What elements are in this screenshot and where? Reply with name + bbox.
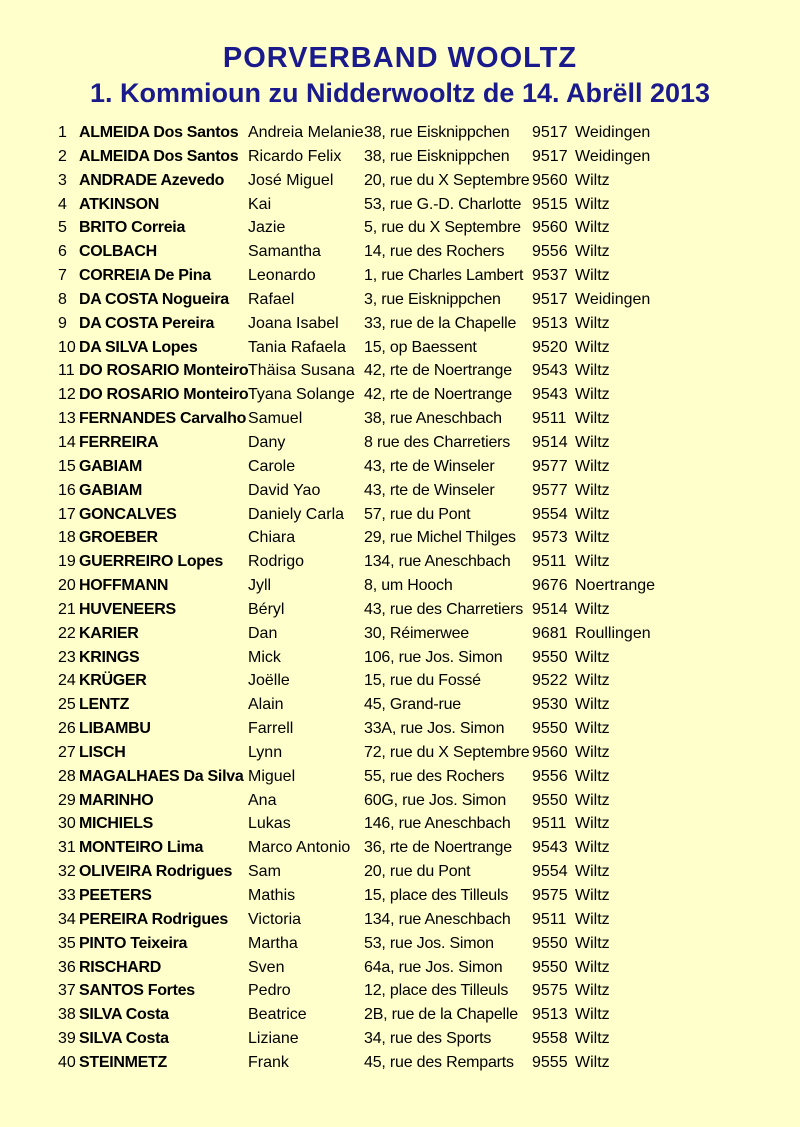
last-name: LISCH <box>79 743 126 761</box>
address: 134, rue Aneschbach <box>364 910 511 928</box>
list-item <box>0 765 800 789</box>
city: Wiltz <box>575 410 610 428</box>
list-item <box>0 812 800 836</box>
last-name: DA COSTA Nogueira <box>79 290 229 308</box>
city: Wiltz <box>575 934 610 952</box>
last-name: MARINHO <box>79 791 154 809</box>
city: Wiltz <box>575 219 610 237</box>
address: 14, rue des Rochers <box>364 243 505 261</box>
last-name: KARIER <box>79 624 139 642</box>
city: Wiltz <box>575 243 610 261</box>
first-name: Tyana Solange <box>248 386 355 404</box>
city: Wiltz <box>575 362 610 380</box>
first-name: José Miguel <box>248 171 334 189</box>
postal-code: 9556 <box>532 243 568 261</box>
address: 38, rue Eisknippchen <box>364 147 510 165</box>
last-name: ATKINSON <box>79 195 159 213</box>
row-number: 10 <box>58 338 76 356</box>
list-item <box>0 789 800 813</box>
list-item <box>0 717 800 741</box>
row-number: 34 <box>58 910 76 928</box>
address: 38, rue Eisknippchen <box>364 124 510 141</box>
address: 42, rte de Noertrange <box>364 362 512 380</box>
first-name: Farrell <box>248 720 294 738</box>
first-name: Ana <box>248 791 277 809</box>
row-number: 13 <box>58 410 76 428</box>
postal-code: 9550 <box>532 648 568 666</box>
list-item <box>0 932 800 956</box>
address: 64a, rue Jos. Simon <box>364 958 503 976</box>
first-name: Andreia Melanie <box>248 124 364 141</box>
first-name: Jazie <box>248 219 286 237</box>
first-name: Sven <box>248 958 285 976</box>
last-name: FERREIRA <box>79 433 159 451</box>
row-number: 17 <box>58 505 76 523</box>
row-number: 40 <box>58 1053 76 1071</box>
address: 15, place des Tilleuls <box>364 887 509 904</box>
last-name: MONTEIRO Lima <box>79 839 204 857</box>
city: Wiltz <box>575 386 610 404</box>
postal-code: 9573 <box>532 529 568 547</box>
row-number: 8 <box>58 290 67 308</box>
postal-code: 9560 <box>532 219 568 237</box>
city: Wiltz <box>575 553 610 571</box>
city: Wiltz <box>575 648 610 666</box>
last-name: ALMEIDA Dos Santos <box>79 147 239 165</box>
postal-code: 9514 <box>532 600 568 618</box>
city: Wiltz <box>575 481 610 499</box>
first-name: Miguel <box>248 767 296 785</box>
city: Wiltz <box>575 696 610 714</box>
address: 30, Réimerwee <box>364 624 470 642</box>
first-name: Leonardo <box>248 267 316 285</box>
postal-code: 9513 <box>532 314 568 332</box>
first-name: David Yao <box>248 481 321 499</box>
row-number: 37 <box>58 982 76 1000</box>
first-name: Liziane <box>248 1030 299 1048</box>
row-number: 39 <box>58 1030 76 1048</box>
city: Wiltz <box>575 529 610 547</box>
city: Roullingen <box>575 624 651 642</box>
postal-code: 9530 <box>532 696 568 714</box>
list-item <box>0 145 800 169</box>
city: Wiltz <box>575 338 610 356</box>
row-number: 24 <box>58 672 76 690</box>
row-number: 26 <box>58 720 76 738</box>
row-number: 11 <box>58 362 75 380</box>
postal-code: 9537 <box>532 267 568 285</box>
city: Wiltz <box>575 1030 610 1048</box>
city: Weidingen <box>575 147 651 165</box>
list-item <box>0 193 800 217</box>
row-number: 23 <box>58 648 76 666</box>
row-number: 25 <box>58 696 76 714</box>
row-number: 32 <box>58 863 76 881</box>
address: 33A, rue Jos. Simon <box>364 720 505 738</box>
first-name: Pedro <box>248 982 291 1000</box>
first-name: Dany <box>248 433 286 451</box>
last-name: DA SILVA Lopes <box>79 338 198 356</box>
first-name: Lynn <box>248 743 283 761</box>
first-name: Joana Isabel <box>248 314 339 332</box>
row-number: 14 <box>58 433 76 451</box>
row-number: 16 <box>58 481 76 499</box>
first-name: Daniely Carla <box>248 505 345 523</box>
postal-code: 9517 <box>532 147 568 165</box>
postal-code: 9543 <box>532 386 568 404</box>
list-item <box>0 479 800 503</box>
address: 5, rue du X Septembre <box>364 219 521 237</box>
list-item <box>0 503 800 527</box>
postal-code: 9543 <box>532 362 568 380</box>
list-item <box>0 431 800 455</box>
last-name: FERNANDES Carvalho <box>79 410 247 428</box>
city: Weidingen <box>575 124 651 141</box>
address: 20, rue du Pont <box>364 863 471 881</box>
list-item <box>0 216 800 240</box>
last-name: CORREIA De Pina <box>79 267 211 285</box>
city: Wiltz <box>575 314 610 332</box>
last-name: GONCALVES <box>79 505 177 523</box>
row-number: 27 <box>58 743 76 761</box>
last-name: STEINMETZ <box>79 1053 167 1071</box>
row-number: 38 <box>58 1006 76 1024</box>
address: 60G, rue Jos. Simon <box>364 791 507 809</box>
last-name: LIBAMBU <box>79 720 151 738</box>
last-name: PEREIRA Rodrigues <box>79 910 228 928</box>
address: 43, rte de Winseler <box>364 481 495 499</box>
list-item <box>0 240 800 264</box>
page-title: PORVERBAND WOOLTZ <box>222 42 578 74</box>
first-name: Kai <box>248 195 272 213</box>
first-name: Marco Antonio <box>248 839 351 857</box>
city: Wiltz <box>575 433 610 451</box>
last-name: MAGALHAES Da Silva <box>79 767 244 785</box>
row-number: 35 <box>58 934 76 952</box>
list-item <box>0 669 800 693</box>
last-name: OLIVEIRA Rodrigues <box>79 863 233 881</box>
list-item <box>0 741 800 765</box>
address: 36, rte de Noertrange <box>364 839 512 857</box>
city: Noertrange <box>575 577 656 595</box>
first-name: Thäisa Susana <box>248 362 355 380</box>
list-item <box>0 1003 800 1027</box>
first-name: Lukas <box>248 815 291 833</box>
last-name: HOFFMANN <box>79 577 169 595</box>
row-number: 21 <box>58 600 76 618</box>
row-number: 18 <box>58 529 76 547</box>
first-name: Mick <box>248 648 281 666</box>
address: 8 rue des Charretiers <box>364 433 511 451</box>
address: 12, place des Tilleuls <box>364 982 509 1000</box>
postal-code: 9511 <box>532 910 567 928</box>
postal-code: 9511 <box>532 553 567 571</box>
list-item <box>0 336 800 360</box>
row-number: 28 <box>58 767 76 785</box>
first-name: Béryl <box>248 600 285 618</box>
address: 146, rue Aneschbach <box>364 815 511 833</box>
city: Wiltz <box>575 171 610 189</box>
address: 42, rte de Noertrange <box>364 386 512 404</box>
first-name: Mathis <box>248 887 296 904</box>
city: Wiltz <box>575 505 610 523</box>
address: 72, rue du X Septembre <box>364 743 530 761</box>
list-item <box>0 860 800 884</box>
address: 43, rue des Charretiers <box>364 600 524 618</box>
first-name: Dan <box>248 624 278 642</box>
first-name: Samantha <box>248 243 321 261</box>
first-name: Rodrigo <box>248 553 305 571</box>
city: Wiltz <box>575 982 610 1000</box>
city: Wiltz <box>575 457 610 475</box>
postal-code: 9558 <box>532 1030 568 1048</box>
address: 43, rte de Winseler <box>364 457 495 475</box>
postal-code: 9520 <box>532 338 568 356</box>
postal-code: 9555 <box>532 1053 568 1071</box>
page-subtitle: 1. Kommioun zu Nidderwooltz de 14. Abrëll 2013 <box>89 78 711 108</box>
postal-code: 9522 <box>532 672 568 690</box>
postal-code: 9554 <box>532 505 568 523</box>
postal-code: 9560 <box>532 743 568 761</box>
postal-code: 9676 <box>532 577 568 595</box>
address: 3, rue Eisknippchen <box>364 290 501 308</box>
postal-code: 9511 <box>532 410 567 428</box>
city: Wiltz <box>575 910 610 928</box>
postal-code: 9554 <box>532 863 568 881</box>
city: Wiltz <box>575 958 610 976</box>
first-name: Ricardo Felix <box>248 147 342 165</box>
row-number: 22 <box>58 624 76 642</box>
last-name: LENTZ <box>79 696 130 714</box>
first-name: Chiara <box>248 529 296 547</box>
last-name: SILVA Costa <box>79 1006 169 1024</box>
postal-code: 9517 <box>532 290 568 308</box>
list-item <box>0 383 800 407</box>
address: 55, rue des Rochers <box>364 767 505 785</box>
last-name: RISCHARD <box>79 958 162 976</box>
city: Wiltz <box>575 1006 610 1024</box>
row-number: 2 <box>58 147 67 165</box>
address: 15, rue du Fossé <box>364 672 481 690</box>
list-item <box>0 836 800 860</box>
last-name: HUVENEERS <box>79 600 176 618</box>
last-name: GROEBER <box>79 529 158 547</box>
first-name: Beatrice <box>248 1006 307 1024</box>
postal-code: 9556 <box>532 767 568 785</box>
last-name: GABIAM <box>79 457 143 475</box>
row-number: 9 <box>58 314 67 332</box>
last-name: GABIAM <box>79 481 143 499</box>
first-name: Martha <box>248 934 298 952</box>
address: 106, rue Jos. Simon <box>364 648 503 666</box>
last-name: MICHIELS <box>79 815 154 833</box>
city: Wiltz <box>575 672 610 690</box>
list-item <box>0 407 800 431</box>
list-item <box>0 598 800 622</box>
first-name: Jyll <box>248 577 272 595</box>
list-item <box>0 979 800 1003</box>
last-name: KRÜGER <box>79 672 147 690</box>
first-name: Joëlle <box>248 672 290 690</box>
list-item <box>0 622 800 646</box>
list-item <box>0 169 800 193</box>
city: Wiltz <box>575 720 610 738</box>
row-number: 15 <box>58 457 76 475</box>
last-name: ALMEIDA Dos Santos <box>79 124 239 141</box>
row-number: 20 <box>58 577 76 595</box>
list-item <box>0 574 800 598</box>
postal-code: 9517 <box>532 124 568 141</box>
address: 45, Grand-rue <box>364 696 462 714</box>
postal-code: 9550 <box>532 791 568 809</box>
address: 134, rue Aneschbach <box>364 553 511 571</box>
postal-code: 9511 <box>532 815 567 833</box>
city: Wiltz <box>575 839 610 857</box>
address: 53, rue Jos. Simon <box>364 934 494 952</box>
address: 34, rue des Sports <box>364 1030 492 1048</box>
city: Wiltz <box>575 887 610 904</box>
row-number: 31 <box>58 839 76 857</box>
last-name: KRINGS <box>79 648 140 666</box>
last-name: COLBACH <box>79 243 157 261</box>
city: Wiltz <box>575 743 610 761</box>
list-item <box>0 359 800 383</box>
list-item <box>0 1027 800 1051</box>
postal-code: 9550 <box>532 958 568 976</box>
postal-code: 9550 <box>532 934 568 952</box>
address: 57, rue du Pont <box>364 505 471 523</box>
first-name: Carole <box>248 457 296 475</box>
row-number: 19 <box>58 553 76 571</box>
postal-code: 9577 <box>532 457 568 475</box>
row-number: 7 <box>58 267 67 285</box>
list-item <box>0 884 800 908</box>
postal-code: 9543 <box>532 839 568 857</box>
address: 2B, rue de la Chapelle <box>364 1006 518 1024</box>
city: Wiltz <box>575 195 610 213</box>
first-name: Sam <box>248 863 281 881</box>
first-name: Samuel <box>248 410 303 428</box>
list-item <box>0 693 800 717</box>
last-name: SILVA Costa <box>79 1030 169 1048</box>
last-name: DO ROSARIO Monteiro <box>79 386 249 404</box>
city: Wiltz <box>575 791 610 809</box>
list-item <box>0 264 800 288</box>
last-name: PEETERS <box>79 887 152 904</box>
list-item <box>0 288 800 312</box>
list-item <box>0 455 800 479</box>
list-item <box>0 526 800 550</box>
last-name: SANTOS Fortes <box>79 982 195 1000</box>
row-number: 29 <box>58 791 76 809</box>
list-item <box>0 121 800 145</box>
row-number: 3 <box>58 171 67 189</box>
address: 20, rue du X Septembre <box>364 171 530 189</box>
last-name: PINTO Teixeira <box>79 934 188 952</box>
address: 8, um Hooch <box>364 577 453 595</box>
participant-list <box>0 121 800 1075</box>
postal-code: 9513 <box>532 1006 568 1024</box>
first-name: Rafael <box>248 290 295 308</box>
last-name: BRITO Correia <box>79 219 186 237</box>
first-name: Tania Rafaela <box>248 338 346 356</box>
last-name: DA COSTA Pereira <box>79 314 215 332</box>
list-item <box>0 646 800 670</box>
first-name: Victoria <box>248 910 302 928</box>
list-item <box>0 312 800 336</box>
city: Wiltz <box>575 600 610 618</box>
city: Wiltz <box>575 863 610 881</box>
list-item <box>0 1051 800 1075</box>
first-name: Frank <box>248 1053 289 1071</box>
city: Weidingen <box>575 290 651 308</box>
row-number: 5 <box>58 219 67 237</box>
row-number: 1 <box>58 124 67 141</box>
postal-code: 9577 <box>532 481 568 499</box>
first-name: Alain <box>248 696 284 714</box>
row-number: 36 <box>58 958 76 976</box>
address: 1, rue Charles Lambert <box>364 267 524 285</box>
address: 53, rue G.-D. Charlotte <box>364 195 522 213</box>
list-item <box>0 908 800 932</box>
postal-code: 9515 <box>532 195 568 213</box>
last-name: GUERREIRO Lopes <box>79 553 223 571</box>
postal-code: 9575 <box>532 887 568 904</box>
row-number: 4 <box>58 195 67 213</box>
city: Wiltz <box>575 267 610 285</box>
address: 38, rue Aneschbach <box>364 410 502 428</box>
postal-code: 9560 <box>532 171 568 189</box>
row-number: 30 <box>58 815 76 833</box>
row-number: 12 <box>58 386 76 404</box>
row-number: 33 <box>58 887 76 904</box>
address: 29, rue Michel Thilges <box>364 529 516 547</box>
address: 33, rue de la Chapelle <box>364 314 517 332</box>
postal-code: 9550 <box>532 720 568 738</box>
row-number: 6 <box>58 243 67 261</box>
list-item <box>0 956 800 980</box>
address: 45, rue des Remparts <box>364 1053 514 1071</box>
city: Wiltz <box>575 767 610 785</box>
city: Wiltz <box>575 1053 610 1071</box>
city: Wiltz <box>575 815 610 833</box>
address: 15, op Baessent <box>364 338 477 356</box>
postal-code: 9575 <box>532 982 568 1000</box>
postal-code: 9514 <box>532 433 568 451</box>
postal-code: 9681 <box>532 624 568 642</box>
last-name: DO ROSARIO Monteiro <box>79 362 249 380</box>
list-item <box>0 550 800 574</box>
last-name: ANDRADE Azevedo <box>79 171 225 189</box>
